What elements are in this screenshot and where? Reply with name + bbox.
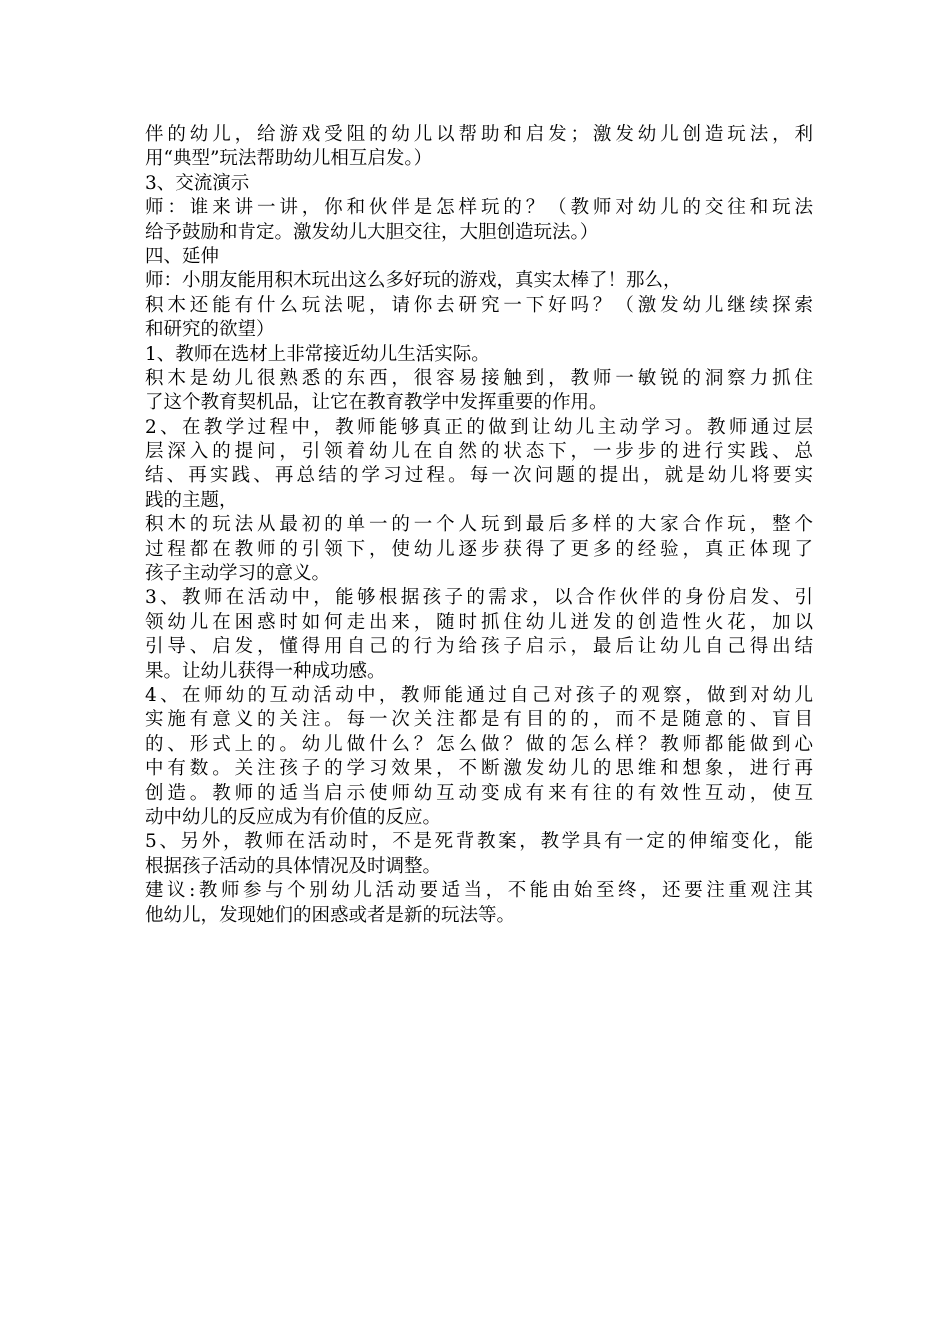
- text-line: 用“典型”玩法帮助幼儿相互启发。）: [145, 148, 433, 170]
- text-line: 果。让幼儿获得一种成功感。: [145, 660, 386, 682]
- text-line: 师：谁来讲一讲，你和伙伴是怎样玩的？（教师对幼儿的交往和玩法: [145, 197, 813, 219]
- text-line: 践的主题，: [145, 489, 238, 511]
- text-line: 了这个教育契机品，让它在教育教学中发挥重要的作用。: [145, 392, 608, 414]
- text-line: 根据孩子活动的具体情况及时调整。: [145, 855, 442, 877]
- text-line: 3、交流演示: [145, 172, 250, 194]
- text-line: 实施有意义的关注。每一次关注都是有目的的，而不是随意的、盲目: [145, 709, 813, 731]
- text-line: 四、延伸: [145, 245, 220, 267]
- text-line: 动中幼儿的反应成为有价值的反应。: [145, 806, 442, 828]
- document-body: [145, 123, 813, 928]
- text-line: 层深入的提问，引领着幼儿在自然的状态下，一步步的进行实践、总: [145, 441, 813, 463]
- text-line: 和研究的欲望）: [145, 319, 275, 341]
- text-line: 5、另外，教师在活动时，不是死背教案，教学具有一定的伸缩变化，能: [145, 831, 813, 853]
- text-line: 创造。教师的适当启示使师幼互动变成有来有往的有效性互动，使互: [145, 782, 813, 804]
- text-line: 给予鼓励和肯定。激发幼儿大胆交往，大胆创造玩法。）: [145, 221, 599, 243]
- text-line: 建议:教师参与个别幼儿活动要适当，不能由始至终，还要注重观注其: [145, 880, 813, 902]
- text-line: 1、教师在选材上非常接近幼儿生活实际。: [145, 343, 490, 365]
- text-line: 3、教师在活动中，能够根据孩子的需求，以合作伙伴的身份启发、引: [145, 587, 813, 609]
- text-line: 领幼儿在困惑时如何走出来，随时抓住幼儿迸发的创造性火花，加以: [145, 611, 813, 633]
- text-line: 积木的玩法从最初的单一的一个人玩到最后多样的大家合作玩，整个: [145, 514, 813, 536]
- text-line: 师：小朋友能用积木玩出这么多好玩的游戏，真实太棒了！那么，: [145, 270, 682, 292]
- text-line: 2、在教学过程中，教师能够真正的做到让幼儿主动学习。教师通过层: [145, 416, 813, 438]
- text-line: 引导、启发，懂得用自己的行为给孩子启示，最后让幼儿自己得出结: [145, 636, 813, 658]
- text-line: 积木是幼儿很熟悉的东西，很容易接触到，教师一敏锐的洞察力抓住: [145, 367, 813, 389]
- text-line: 伴的幼儿，给游戏受阻的幼儿以帮助和启发；激发幼儿创造玩法，利: [145, 124, 813, 145]
- text-line: 结、再实践、再总结的学习过程。每一次问题的提出，就是幼儿将要实: [145, 465, 813, 487]
- text-line: 孩子主动学习的意义。: [145, 563, 331, 585]
- text-line: 4、在师幼的互动活动中，教师能通过自己对孩子的观察，做到对幼儿: [145, 684, 813, 706]
- text-line: 积木还能有什么玩法呢，请你去研究一下好吗？（激发幼儿继续探索: [145, 294, 813, 316]
- text-line: 的、形式上的。幼儿做什么？怎么做？做的怎么样？教师都能做到心: [145, 733, 813, 755]
- text-line: 中有数。关注孩子的学习效果，不断激发幼儿的思维和想象，进行再: [145, 758, 813, 780]
- text-line: 他幼儿，发现她们的困惑或者是新的玩法等。: [145, 904, 516, 926]
- text-line: 过程都在教师的引领下，使幼儿逐步获得了更多的经验，真正体现了: [145, 538, 813, 560]
